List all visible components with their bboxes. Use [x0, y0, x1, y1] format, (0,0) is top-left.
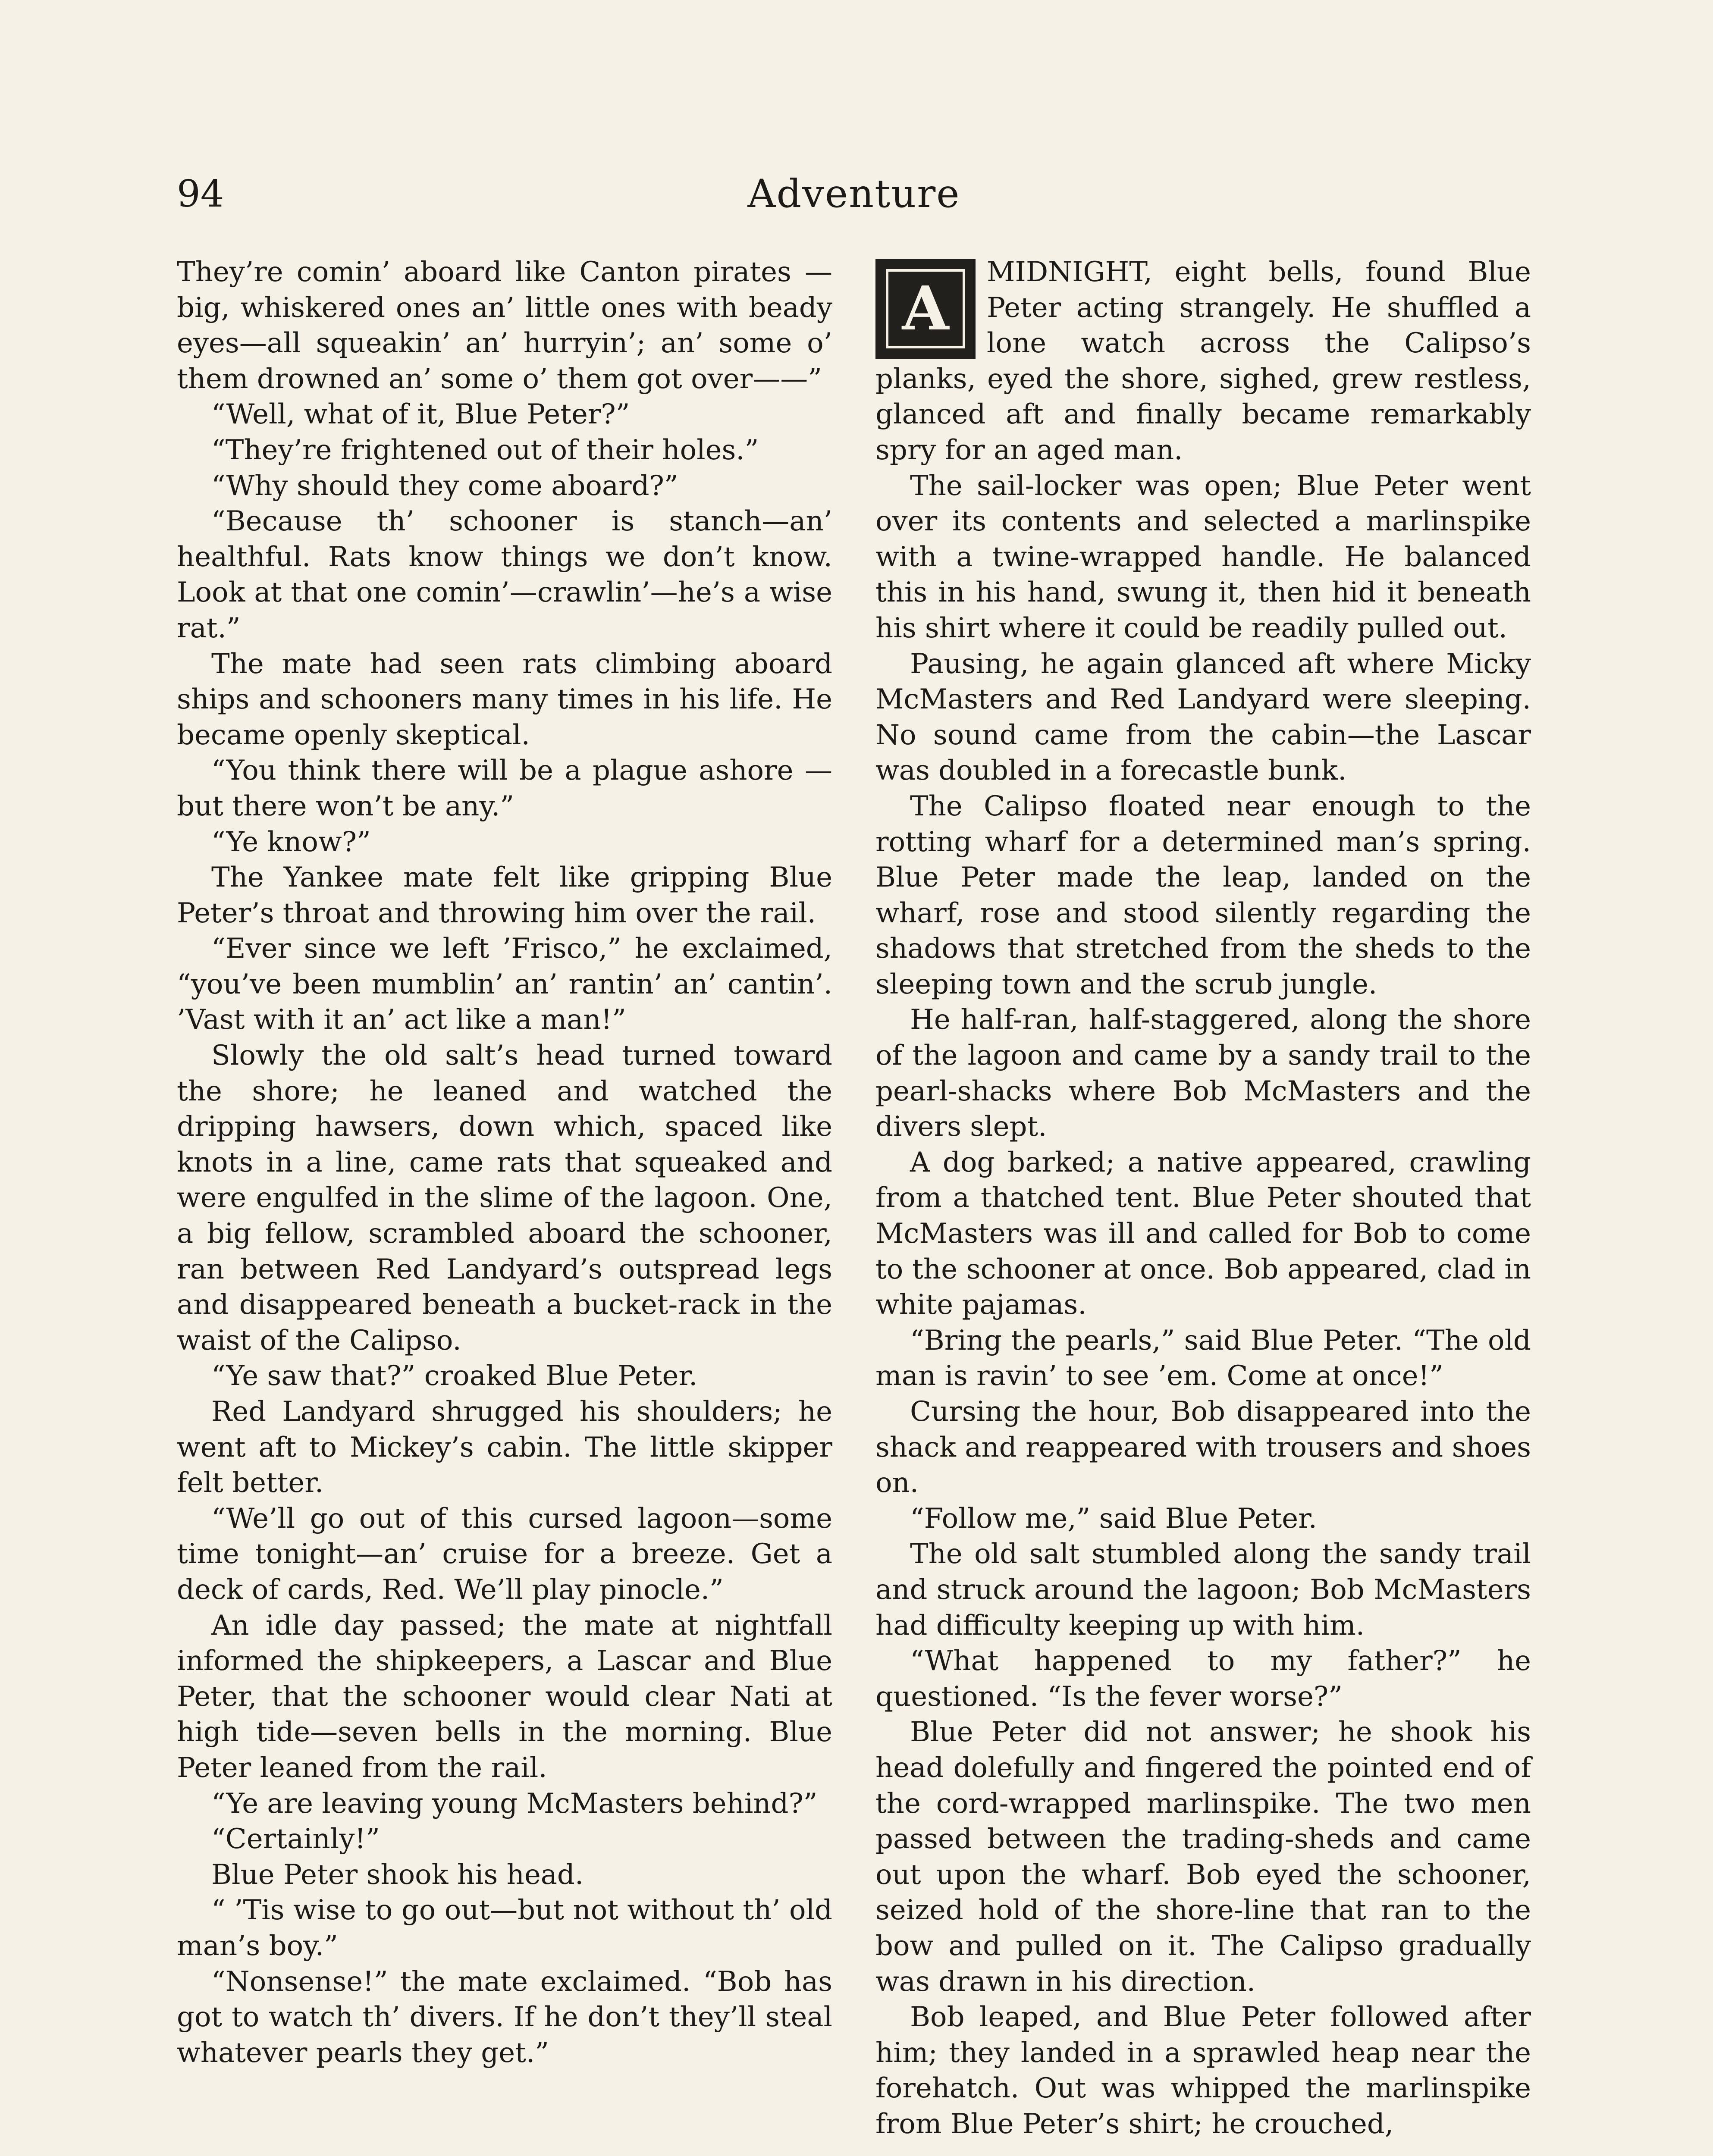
paragraph: “Bring the pearls,” said Blue Peter. “The old man is ravin’ to see ’em. Come at once!”	[875, 1324, 1531, 1392]
paragraph: MIDNIGHT, eight bells, found Blue Peter acting strangely. He shuffled a lone watch across the Calipso’s planks, eyed the shore, sighed, grew restless, glanced aft and finally became remarkably spry for an aged man.	[875, 256, 1531, 466]
ornamental-initial-icon	[875, 259, 976, 359]
paragraph: “Ye are leaving young McMasters behind?”	[211, 1787, 818, 1820]
paragraph: They’re comin’ aboard like Canton pirates —big, whiskered ones an’ little ones with beady eyes—all squeakin’ an’ hurryin’; an’ some o’ them drowned an’ some o’ them got over——”	[177, 256, 832, 395]
paragraph: “They’re frightened out of their holes.”	[211, 434, 759, 466]
paragraph: Blue Peter shook his head.	[211, 1858, 584, 1891]
paragraph: Blue Peter did not answer; he shook his head dolefully and fingered the pointed end of the cord-wrapped marlinspike. The two men passed between the trading-sheds and came out upon the wharf. Bob eyed the schooner, seized hold of the shore-line that ran to the bow and pulled on it. The Calipso gradually was drawn in his direction.	[875, 1716, 1531, 1998]
paragraph: An idle day passed; the mate at nightfall informed the shipkeepers, a Lascar and Blue Peter, that the schooner would clear Nati at high tide—seven bells in the morning. Blue Peter leaned from the rail.	[177, 1609, 832, 1784]
paragraph: “What happened to my father?” he questioned. “Is the fever worse?”	[875, 1645, 1531, 1713]
paragraph: “Ever since we left ’Frisco,” he exclaimed, “you’ve been mumblin’ an’ rantin’ an’ cantin’. ’Vast with it an’ act like a man!”	[177, 933, 832, 1036]
paragraph: A dog barked; a native appeared, crawling from a thatched tent. Blue Peter shouted that McMasters was ill and called for Bob to come to the schooner at once. Bob appeared, clad in white pajamas.	[875, 1146, 1531, 1321]
paragraph: The mate had seen rats climbing aboard ships and schooners many times in his life. He became openly skeptical.	[177, 648, 832, 751]
paragraph: “Why should they come aboard?”	[211, 470, 678, 502]
paragraph: Bob leaped, and Blue Peter followed after him; they landed in a sprawled heap near the forehatch. Out was whipped the marlinspike from Blue Peter’s shirt; he crouched,	[875, 2001, 1531, 2140]
paragraph: The Calipso floated near enough to the rotting wharf for a determined man’s spring. Blue Peter made the leap, landed on the wharf, rose and stood silently regarding the shadows that stretched from the sheds to the sleeping town and the scrub jungle.	[875, 790, 1531, 1000]
running-title: Adventure	[747, 171, 960, 216]
page-header	[177, 164, 1531, 224]
paragraph: “You think there will be a plague ashore —but there won’t be any.”	[177, 755, 832, 822]
paragraph: Cursing the hour, Bob disappeared into the shack and reappeared with trousers and shoes on.	[875, 1396, 1531, 1499]
paragraph: “Follow me,” said Blue Peter.	[910, 1502, 1317, 1535]
paragraph: The old salt stumbled along the sandy trail and struck around the lagoon; Bob McMasters had difficulty keeping up with him.	[875, 1538, 1531, 1642]
paragraph: “Because th’ schooner is stanch—an’ healthful. Rats know things we don’t know. Look at that one comin’—crawlin’—he’s a wise rat.”	[177, 505, 832, 644]
paragraph: Slowly the old salt’s head turned toward the shore; he leaned and watched the dripping hawsers, down which, spaced like knots in a line, came rats that squeaked and were engulfed in the slime of the lagoon. One, a big fellow, scrambled aboard the schooner, ran between Red Landyard’s outspread legs and disappeared beneath a bucket-rack in the waist of the Calipso.	[177, 1040, 832, 1357]
paragraph: “Ye saw that?” croaked Blue Peter.	[211, 1360, 698, 1392]
paragraph: He half-ran, half-staggered, along the shore of the lagoon and came by a sandy trail to the pearl-shacks where Bob McMasters and the divers slept.	[875, 1004, 1531, 1143]
left-column	[177, 254, 832, 2071]
paragraph: “Well, what of it, Blue Peter?”	[211, 398, 630, 431]
paragraph: Pausing, he again glanced aft where Micky McMasters and Red Landyard were sleeping. No sound came from the cabin—the Lascar was doubled in a forecastle bunk.	[875, 648, 1531, 787]
paragraph: “Ye know?”	[211, 826, 371, 858]
right-column	[875, 254, 1531, 2142]
paragraph: The sail-locker was open; Blue Peter went over its contents and selected a marlinspike with a twine-wrapped handle. He balanced this in his hand, swung it, then hid it beneath his shirt where it could be readily pulled out.	[875, 470, 1531, 644]
paragraph: “Certainly!”	[211, 1823, 380, 1855]
page-number: 94	[177, 172, 224, 216]
paragraph: “We’ll go out of this cursed lagoon—some time tonight—an’ cruise for a breeze. Get a deck of cards, Red. We’ll play pinocle.”	[177, 1502, 832, 1606]
paragraph: “ ’Tis wise to go out—but not without th’ old man’s boy.”	[177, 1894, 832, 1962]
paragraph: “Nonsense!” the mate exclaimed. “Bob has got to watch th’ divers. If he don’t they’ll steal whatever pearls they get.”	[177, 1965, 832, 2069]
paragraph: The Yankee mate felt like gripping Blue Peter’s throat and throwing him over the rail.	[177, 862, 832, 929]
dropcap-letter: A	[902, 273, 949, 344]
paragraph: Red Landyard shrugged his shoulders; he went aft to Mickey’s cabin. The little skipper felt better.	[177, 1396, 832, 1499]
